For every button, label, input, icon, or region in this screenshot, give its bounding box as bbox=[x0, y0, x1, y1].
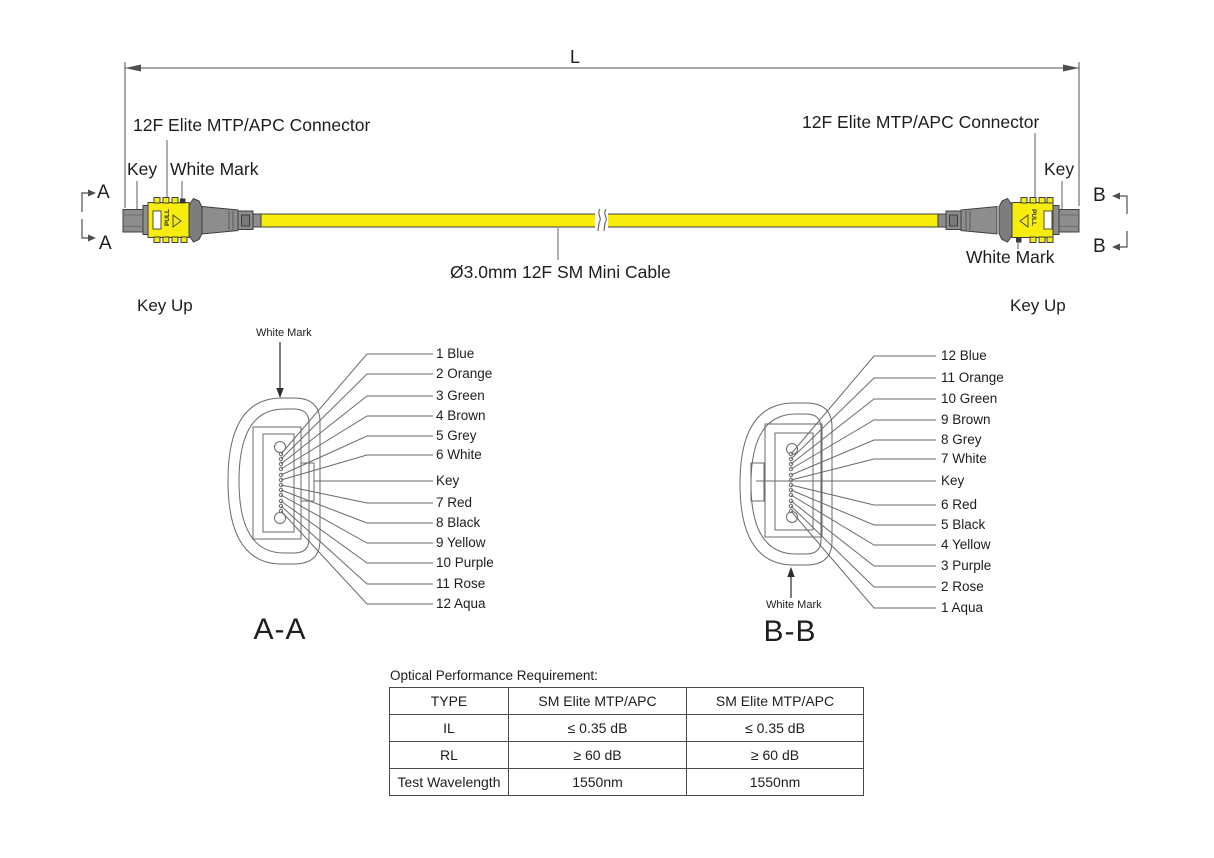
fiber-dots-a bbox=[279, 452, 282, 512]
white-mark-arrow-b bbox=[787, 567, 794, 598]
pin-label-b-12: 12 Blue bbox=[941, 348, 987, 363]
table-row bbox=[390, 769, 864, 796]
pin-label-b-7: 7 White bbox=[941, 451, 987, 466]
pin-label-a-8: 8 Black bbox=[436, 515, 481, 530]
table-cell: IL bbox=[390, 715, 509, 742]
left-key-up-label: Key Up bbox=[137, 296, 193, 315]
pin-label-b-6: 6 Red bbox=[941, 497, 978, 512]
left-key-label: Key bbox=[127, 159, 158, 179]
pin-label-a-1: 1 Blue bbox=[436, 346, 475, 361]
table-title: Optical Performance Requirement: bbox=[390, 668, 598, 683]
table-cell: Test Wavelength bbox=[390, 769, 509, 796]
pin-label-a-2: 2 Orange bbox=[436, 366, 493, 381]
pin-label-b-3: 3 Purple bbox=[941, 558, 992, 573]
left-connector bbox=[123, 198, 261, 243]
pin-label-a-7: 7 Red bbox=[436, 495, 473, 510]
pin-label-b-4: 4 Yellow bbox=[941, 537, 991, 552]
face-b-white-mark-label: White Mark bbox=[766, 599, 822, 611]
table-cell: ≥ 60 dB bbox=[687, 742, 864, 769]
right-pull-text: PULL bbox=[1029, 209, 1037, 226]
table-cell: RL bbox=[390, 742, 509, 769]
table-cell: TYPE bbox=[390, 688, 509, 715]
right-key-up-label: Key Up bbox=[1010, 296, 1066, 315]
face-a-title: A-A bbox=[253, 613, 307, 646]
face-b-outline bbox=[740, 403, 832, 565]
pin-label-b-2: 2 Rose bbox=[941, 579, 984, 594]
right-white-mark-label: White Mark bbox=[966, 247, 1055, 267]
pin-label-a-5: 5 Grey bbox=[436, 428, 477, 443]
pin-label-a-key: Key bbox=[436, 473, 460, 488]
left-pull-text: PULL bbox=[163, 209, 171, 226]
right-key-label: Key bbox=[1044, 159, 1075, 179]
key-tab-a bbox=[301, 463, 314, 501]
optical-performance-table bbox=[389, 668, 864, 796]
pin-label-a-11: 11 Rose bbox=[436, 576, 486, 591]
table-cell: SM Elite MTP/APC bbox=[687, 688, 864, 715]
face-a-outline bbox=[228, 398, 320, 564]
dimension-label: L bbox=[570, 47, 581, 67]
table-cell: ≥ 60 dB bbox=[509, 742, 687, 769]
cable bbox=[261, 209, 938, 231]
fiber-dots-b bbox=[789, 452, 792, 512]
section-marker-B bbox=[1112, 193, 1127, 251]
section-label-a-top: A bbox=[97, 182, 110, 203]
pin-label-b-key: Key bbox=[941, 473, 965, 488]
section-marker-A bbox=[82, 190, 96, 242]
table-row bbox=[390, 742, 864, 769]
fan-lines-b bbox=[756, 356, 936, 608]
section-label-b-bottom: B bbox=[1093, 236, 1106, 257]
key-tab-b bbox=[751, 463, 764, 501]
left-white-mark-label: White Mark bbox=[170, 159, 259, 179]
face-b-title: B-B bbox=[763, 615, 817, 648]
fan-lines-a bbox=[281, 354, 433, 604]
pin-label-b-5: 5 Black bbox=[941, 517, 986, 532]
white-mark-dot-left bbox=[180, 199, 186, 204]
white-mark-dot-right bbox=[1016, 238, 1022, 243]
pin-label-b-11: 11 Orange bbox=[941, 370, 1004, 385]
table-row bbox=[390, 688, 864, 715]
section-label-a-bottom: A bbox=[99, 233, 112, 254]
right-connector bbox=[938, 198, 1079, 243]
pin-label-a-12: 12 Aqua bbox=[436, 596, 486, 611]
table-row bbox=[390, 715, 864, 742]
pin-label-a-9: 9 Yellow bbox=[436, 535, 486, 550]
cable-break-symbol bbox=[595, 209, 608, 231]
cable-label: Ø3.0mm 12F SM Mini Cable bbox=[450, 262, 671, 282]
pin-label-b-10: 10 Green bbox=[941, 391, 998, 406]
table-cell: 1550nm bbox=[687, 769, 864, 796]
pin-label-b-1: 1 Aqua bbox=[941, 600, 984, 615]
table-cell: SM Elite MTP/APC bbox=[509, 688, 687, 715]
face-a-white-mark-label: White Mark bbox=[256, 327, 312, 339]
left-connector-label: 12F Elite MTP/APC Connector bbox=[133, 115, 371, 135]
pin-label-a-10: 10 Purple bbox=[436, 555, 494, 570]
pin-label-b-9: 9 Brown bbox=[941, 412, 991, 427]
section-label-b-top: B bbox=[1093, 185, 1106, 206]
white-mark-arrow-a bbox=[276, 342, 283, 398]
table-cell: 1550nm bbox=[509, 769, 687, 796]
table-cell: ≤ 0.35 dB bbox=[509, 715, 687, 742]
leader-lines bbox=[137, 133, 1062, 260]
pin-label-a-3: 3 Green bbox=[436, 388, 485, 403]
right-connector-label: 12F Elite MTP/APC Connector bbox=[802, 112, 1040, 132]
pin-label-b-8: 8 Grey bbox=[941, 432, 982, 447]
table-cell: ≤ 0.35 dB bbox=[687, 715, 864, 742]
pin-label-a-6: 6 White bbox=[436, 447, 482, 462]
pin-label-a-4: 4 Brown bbox=[436, 408, 486, 423]
